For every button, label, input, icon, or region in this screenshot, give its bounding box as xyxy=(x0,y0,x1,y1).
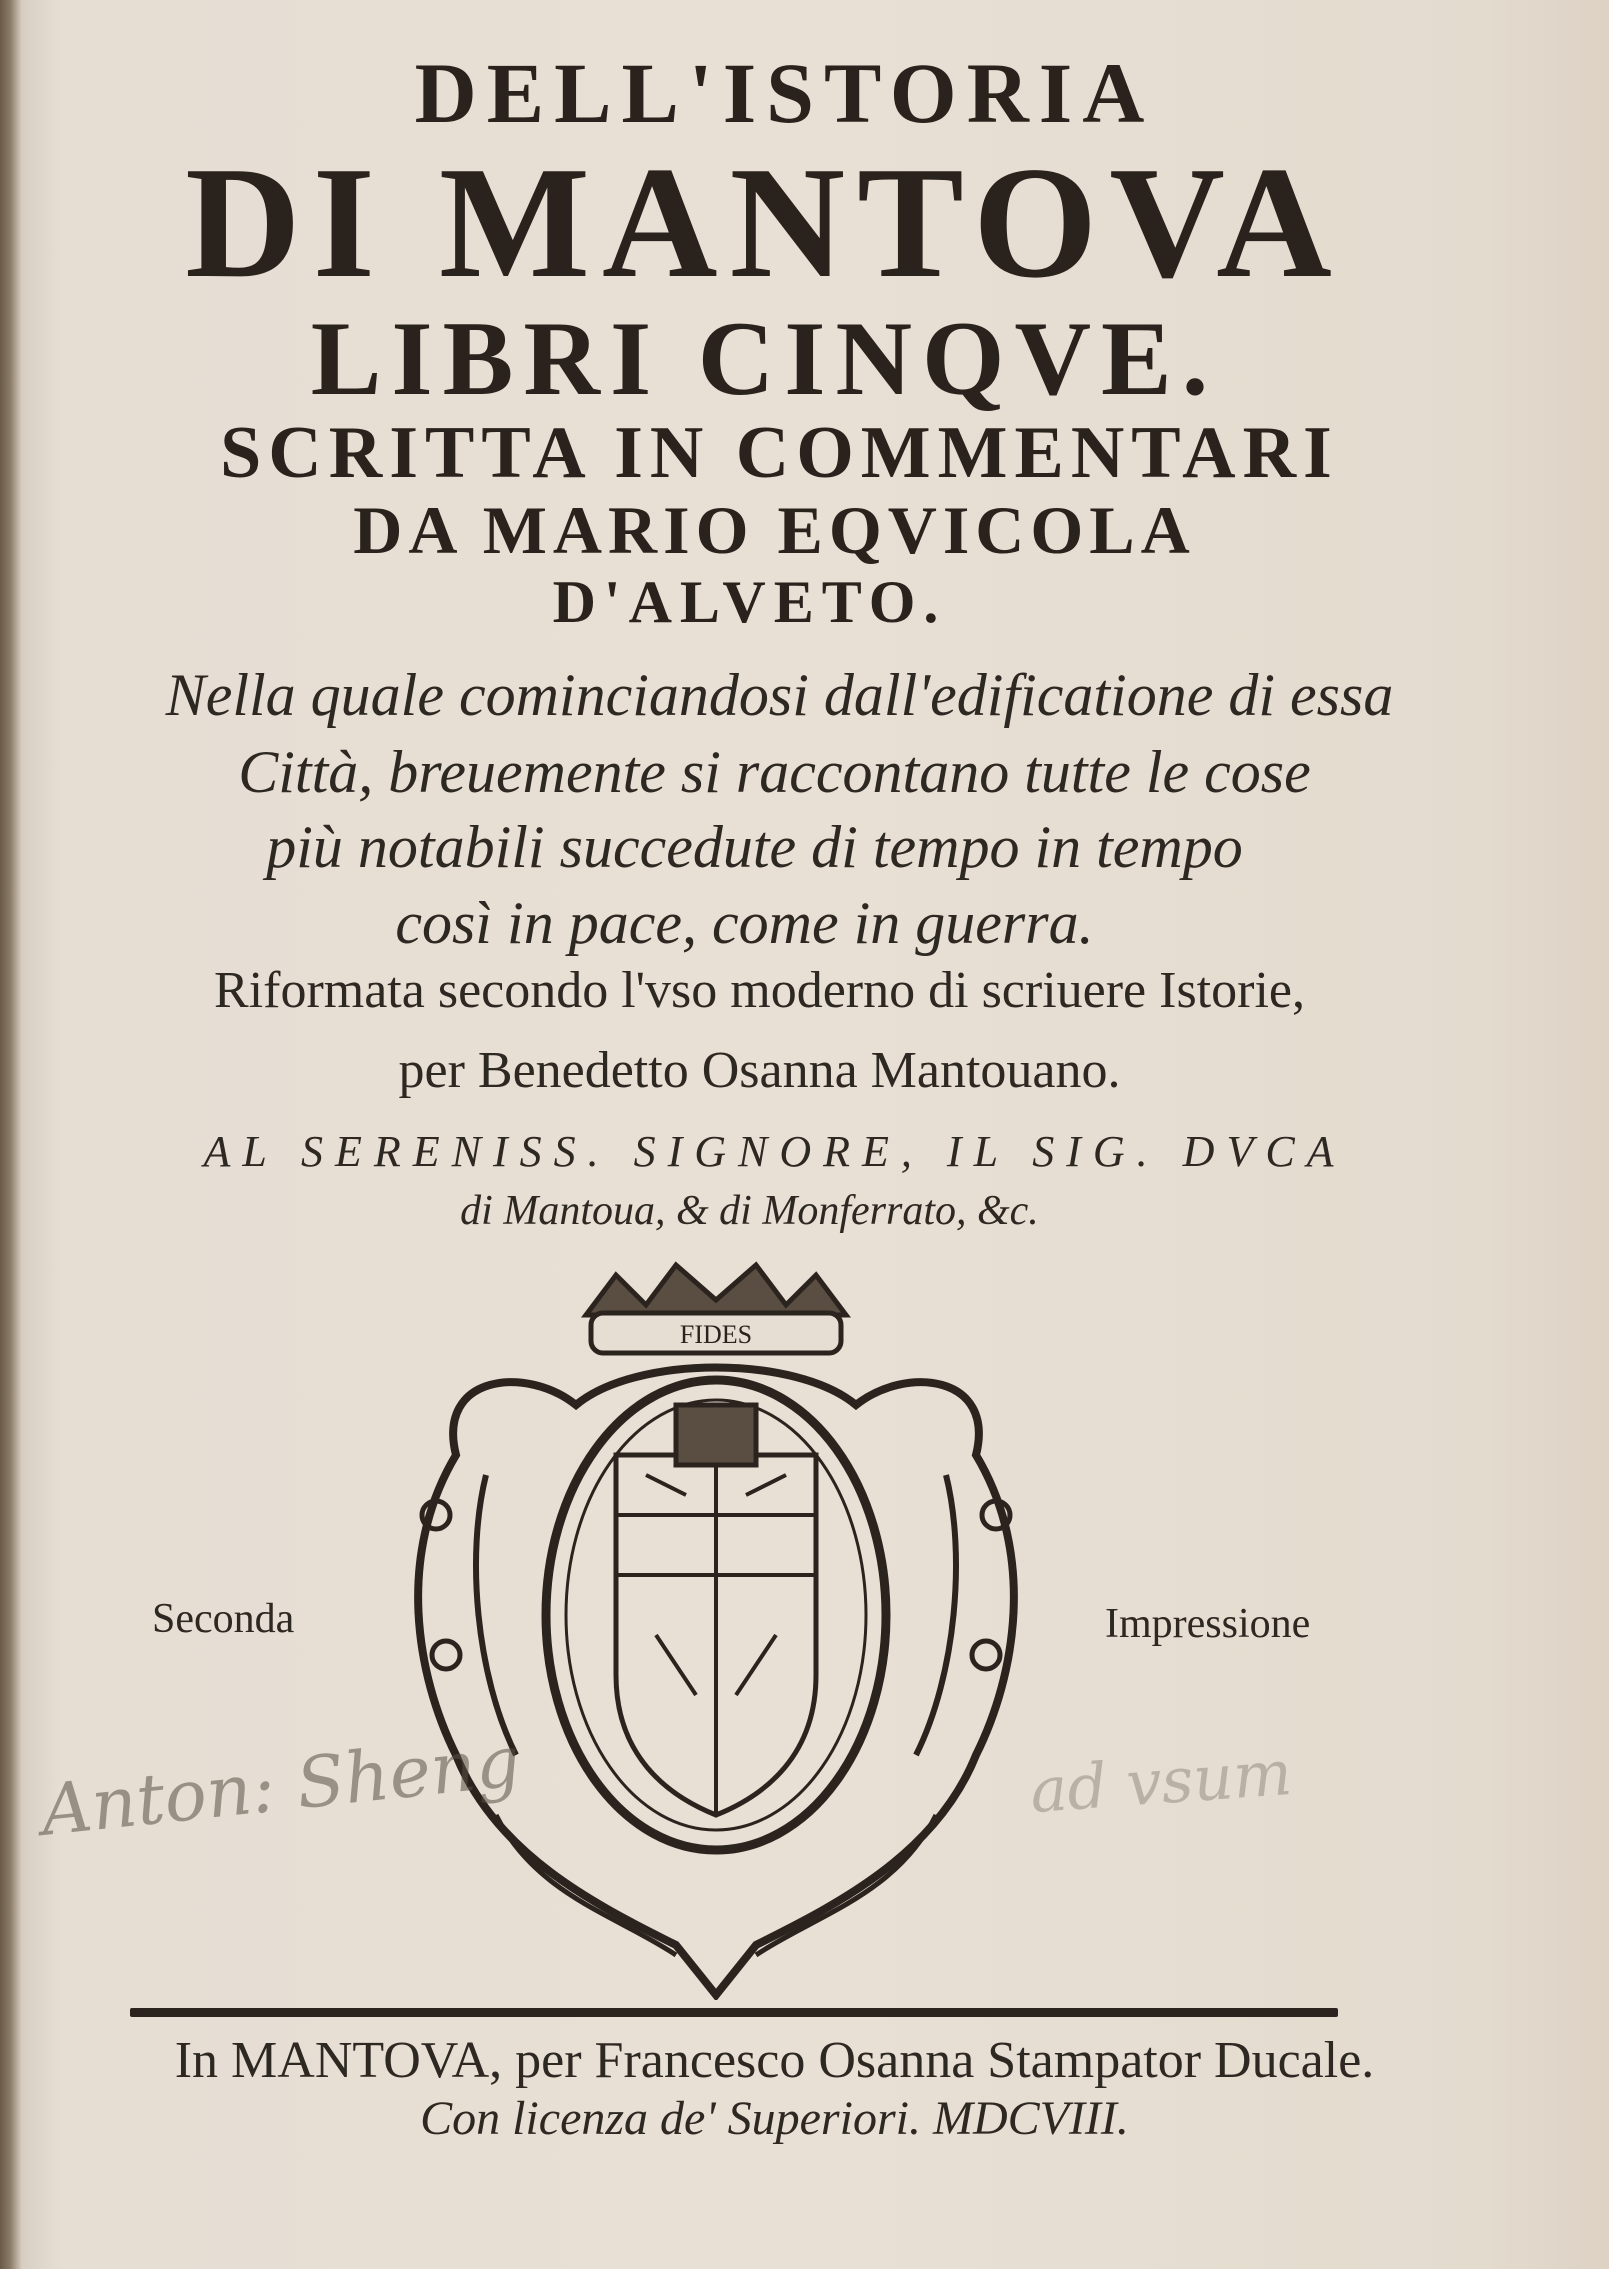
author-line: DA MARIO EQVICOLA xyxy=(353,492,1196,568)
dedication-line-2: di Mantoua, & di Monferrato, &c. xyxy=(460,1188,1039,1234)
coat-of-arms-woodcut xyxy=(376,1255,1056,2000)
author-origin-line: D'ALVETO. xyxy=(552,569,947,635)
description-line-2: Città, breuemente si raccontano tutte le cose xyxy=(238,739,1311,805)
handwritten-signature: Anton: Sheng xyxy=(37,1720,525,1852)
description-line-1: Nella quale cominciandosi dall'edificatione di essa xyxy=(165,662,1394,728)
description-line-3: più notabili succedute di tempo in tempo xyxy=(266,814,1243,880)
reform-line-2: per Benedetto Osanna Mantouano. xyxy=(398,1042,1121,1099)
imprint-rule-divider xyxy=(130,2008,1338,2017)
title-line-2: DI MANTOVA xyxy=(185,133,1344,311)
imprint-line-2: Con licenza de' Superiori. MDCVIII. xyxy=(420,2092,1129,2145)
title-line-3: LIBRI CINQVE. xyxy=(310,300,1219,417)
title-line-1: DELL'ISTORIA xyxy=(414,45,1155,141)
subtitle-line-1: SCRITTA IN COMMENTARI xyxy=(220,412,1339,494)
reform-line-1: Riformata secondo l'vso moderno di scriuere Istorie, xyxy=(214,962,1305,1019)
edition-label-left: Seconda xyxy=(152,1596,295,1642)
crest-motto: FIDES xyxy=(679,1320,753,1349)
dedication-line-1: AL SERENISS. SIGNORE, IL SIG. DVCA xyxy=(203,1127,1346,1176)
description-line-4: così in pace, come in guerra. xyxy=(395,890,1094,956)
handwritten-note: ad vsum xyxy=(1027,1735,1295,1828)
imprint-line-1: In MANTOVA, per Francesco Osanna Stampator Ducale. xyxy=(174,2032,1375,2089)
crown-icon xyxy=(586,1265,846,1315)
edition-label-right: Impressione xyxy=(1105,1601,1311,1647)
